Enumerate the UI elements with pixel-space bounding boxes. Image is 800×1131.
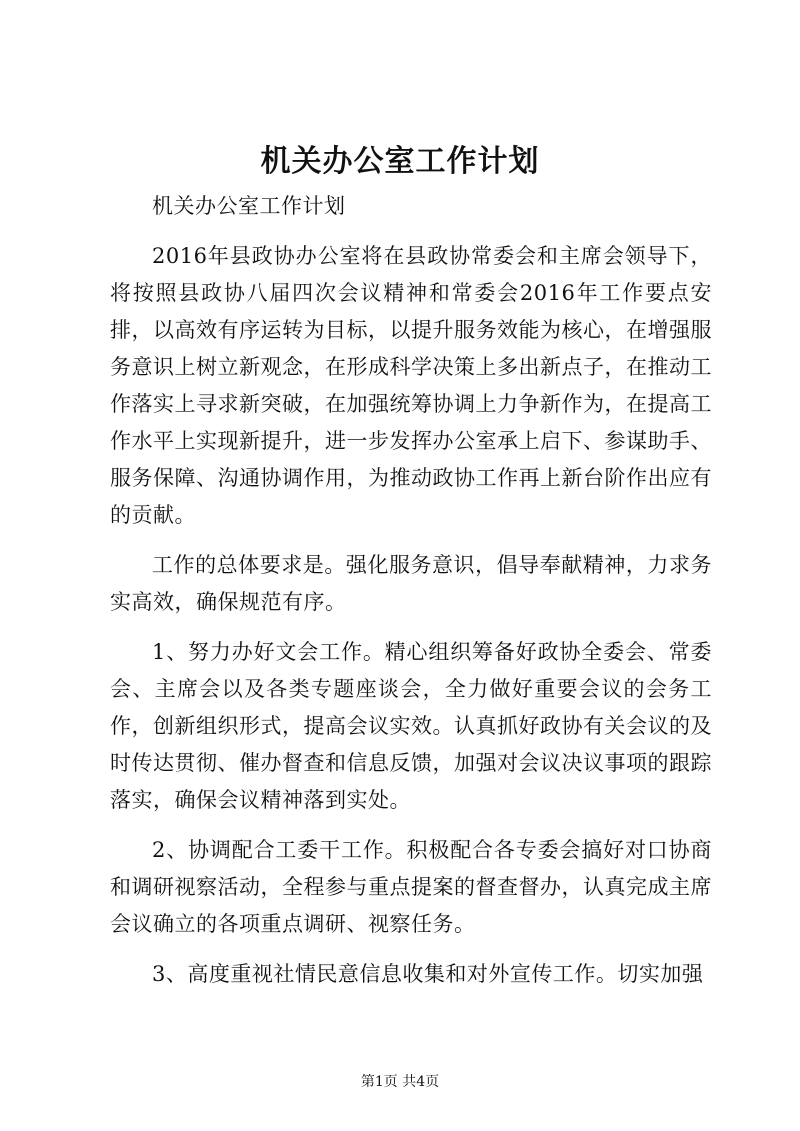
paragraph: 1、努力办好文会工作。精心组织筹备好政协全委会、常委会、主席会以及各类专题座谈会，全力做好重要会议的会务工作，创新组织形式，提高会议实效。认真抓好政协有关会议的及时传达贯彻、催办督查和信息反馈，加强对会议决议事项的跟踪落实，确保会议精神落到实处。 [110,640,712,812]
page-footer: 第1页 共4页 [360,1074,440,1090]
paragraph: 机关办公室工作计划 [152,194,346,218]
paragraph: 2016年县政协办公室将在县政协常委会和主席会领导下，将按照县政协八届四次会议精神和常委会2016年工作要点安排，以高效有序运转为目标，以提升服务效能为核心，在增强服务意识上树立新观念，在形成科学决策上多出新点子，在推动工作落实上寻求新突破，在加强统筹协调上力争新作为，在提高工作水平上实现新提升，进一步发挥办公室承上启下、参谋助手、服务保障、沟通协调作用，为推动政协工作再上新台阶作出应有的贡献。 [110,244,712,527]
paragraph: 2、协调配合工委干工作。积极配合各专委会搞好对口协商和调研视察活动，全程参与重点提案的督查督办，认真完成主席会议确立的各项重点调研、视察任务。 [110,838,712,936]
paragraph: 3、高度重视社情民意信息收集和对外宣传工作。切实加强 [152,962,704,986]
document-body [110,188,712,993]
page-title: 机关办公室工作计划 [260,144,540,179]
paragraph: 工作的总体要求是。强化服务意识，倡导奉献精神，力求务实高效，确保规范有序。 [110,553,712,614]
